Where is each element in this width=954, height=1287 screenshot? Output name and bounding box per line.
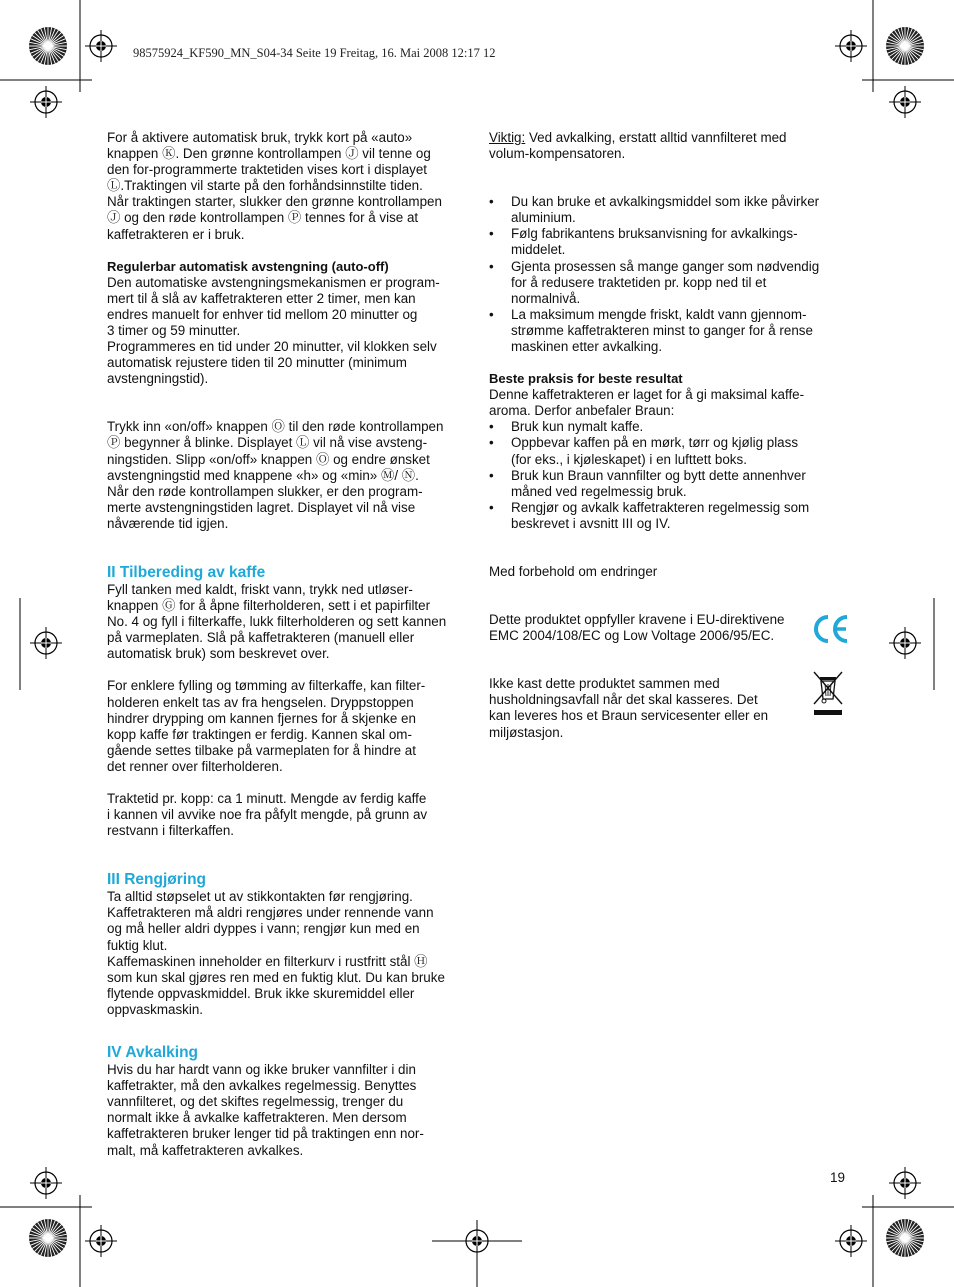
list-item: • Bruk kun nymalt kaffe. — [489, 419, 849, 435]
registration-mark-icon — [30, 86, 62, 118]
preparation-paragraph-2: For enklere fylling og tømming av filterkaffe, kan filter- holderen enkelt tas av fra hengselen. Dryppstoppen hindrer drypping om kannen fjernes for å skjenke en kopp kaffe før traktingen er ferdig. Kannen skal om- gående settes tilbake på varmeplaten for å hindre at det renner over filterholderen. — [107, 678, 426, 774]
registration-mark-icon — [835, 1225, 867, 1257]
registration-mark-icon — [889, 1167, 921, 1199]
onoff-paragraph: Trykk inn «on/off» knappen Ⓞ til den røde kontrollampen Ⓟ begynner å blinke. Displayet Ⓛ vil nå vise avsteng- ningstiden. Slipp «on/off» knappen Ⓞ og endre ønsket avstengningstid med knappene «h» og «min» Ⓜ/ Ⓝ. Når den røde kontrollampen slukker, er den program- merte avstengningstiden lagret. Displayet vil nå vise nåværende tid igjen. — [107, 419, 444, 531]
ce-mark-icon — [811, 612, 851, 646]
weee-disposal-text: Ikke kast dette produktet sammen med husholdningsavfall når det skal kasseres. Det kan leveres hos et Braun servicesenter eller en miljøstasjon. — [489, 676, 769, 740]
important-note — [489, 130, 849, 162]
list-item: • Bruk kun Braun vannfilter og bytt dette annenhver måned ved regelmessig bruk. — [489, 468, 849, 500]
right-column — [489, 130, 849, 741]
registration-mark-icon — [889, 627, 921, 659]
registration-mark-icon — [461, 1225, 493, 1257]
section-title-preparation: II Tilbereding av kaffe — [107, 563, 266, 581]
registration-mark-icon — [889, 86, 921, 118]
preparation-paragraph-3: Traktetid pr. kopp: ca 1 minutt. Mengde av ferdig kaffe i kannen vil avvike noe fra påfylt mengde, på grunn av restvann i filterkaffen. — [107, 791, 428, 839]
list-item: • La maksimum mengde friskt, kaldt vann gjennom- strømme kaffetrakteren minst to ganger for å rense maskinen etter avkalking. — [489, 307, 849, 355]
auto-off-heading: Regulerbar automatisk avstengning (auto-off) — [107, 258, 389, 274]
reservation-note: Med forbehold om endringer — [489, 563, 658, 579]
page-number: 19 — [830, 1170, 846, 1185]
list-item: • Oppbevar kaffen på en mørk, tørr og kjølig plass (for eks., i kjøleskapet) i en lufttett boks. — [489, 435, 849, 467]
registration-mark-icon — [835, 30, 867, 62]
section-title-descaling: IV Avkalking — [107, 1044, 199, 1062]
starburst-wheel-icon — [29, 27, 67, 65]
registration-mark-icon — [30, 627, 62, 659]
list-item: • Gjenta prosessen så mange ganger som nødvendig for å redusere traktetiden pr. kopp ned til et normalnivå. — [489, 259, 849, 307]
preparation-paragraph-1: Fyll tanken med kaldt, friskt vann, trykk ned utløser- knappen Ⓖ for å åpne filterholderen, sett i et papirfilter No. 4 og fyll i filterkaffe, lukk filterholderen og sett kannen på varmeplaten. Slå på kaffetrakteren (manuell eller automatisk bruk) som beskrevet over. — [107, 581, 447, 662]
starburst-wheel-icon — [29, 1219, 67, 1257]
list-item: • Rengjør og avkalk kaffetrakteren regelmessig som beskrevet i avsnitt III og IV. — [489, 500, 849, 532]
section-title-cleaning: III Rengjøring — [107, 871, 207, 889]
cleaning-paragraph: Ta alltid støpselet ut av stikkontakten før rengjøring. Kaffetrakteren må aldri rengjøres under rennende vann og må heller aldri dyppes i vann; rengjør kun med en fuktig klut. Kaffemaskinen inneholder en filterkurv i rustfritt stål Ⓗ som kun skal gjøres ren med en fuktig klut. Du kan bruke flytende oppvaskmiddel. Bruk ikke skuremiddel eller oppvaskmaskin. — [107, 889, 445, 1017]
best-practice-intro: Denne kaffetrakteren er laget for å gi maksimal kaffe- aroma. Derfor anbefaler Braun: — [489, 387, 805, 419]
ce-compliance-block — [489, 612, 849, 644]
ce-compliance-text: Dette produktet oppfyller kravene i EU-direktivene EMC 2004/108/EC og Low Voltage 2006/95/EC. — [489, 612, 785, 644]
registration-mark-icon — [30, 1167, 62, 1199]
list-item: • Følg fabrikantens bruksanvisning for avkalkings- middelet. — [489, 226, 849, 258]
registration-mark-icon — [85, 1225, 117, 1257]
descaling-bullet-list — [489, 194, 849, 355]
print-slug-line: 98575924_KF590_MN_S04-34 Seite 19 Freitag, 16. Mai 2008 12:17 12 — [133, 46, 496, 60]
important-text: Ved avkalking, erstatt alltid vannfilteret med volum-kompensatoren. — [489, 130, 787, 162]
left-column — [107, 130, 467, 1159]
best-practice-bullet-list — [489, 419, 849, 532]
auto-off-paragraph: Den automatiske avstengningsmekanismen er program- mert til å slå av kaffetrakteren etter 2 timer, men kan endres manuelt for enhver tid mellom 20 minutter og 3 timer og 59 minutter. Programmeres en tid under 20 minutter, vil klokken selv automatisk rejustere tiden til 20 minutter (minimum avstengningstid). — [107, 274, 440, 387]
list-item: • Du kan bruke et avkalkingsmiddel som ikke påvirker aluminium. — [489, 194, 849, 226]
weee-disposal-block — [489, 676, 849, 740]
starburst-wheel-icon — [886, 27, 924, 65]
important-label: Viktig: — [489, 130, 526, 145]
best-practice-heading: Beste praksis for beste resultat — [489, 371, 683, 387]
registration-mark-icon — [85, 30, 117, 62]
auto-mode-paragraph: For å aktivere automatisk bruk, trykk kort på «auto» knappen Ⓚ. Den grønne kontrollampen Ⓙ vil tenne og den for-programmerte traktetiden vises kort i displayet Ⓛ.Traktingen vil starte på den forhåndsinnstilte tiden. Når traktingen starter, slukker den grønne kontrollampen Ⓙ og den røde kontrollampen Ⓟ tennes for å vise at kaffetrakteren er i bruk. — [107, 130, 442, 242]
starburst-wheel-icon — [886, 1219, 924, 1257]
crossed-out-wheelie-bin-icon — [811, 668, 845, 718]
descaling-paragraph: Hvis du har hardt vann og ikke bruker vannfilter i din kaffetrakter, må den avkalkes regelmessig. Benyttes vannfilteret, og det skiftes regelmessig, trenger du normalt ikke å avkalke kaffetrakteren. Men dersom kaffetrakteren bruker lenger tid på traktingen enn nor- malt, må kaffetrakteren avkalkes. — [107, 1062, 424, 1158]
